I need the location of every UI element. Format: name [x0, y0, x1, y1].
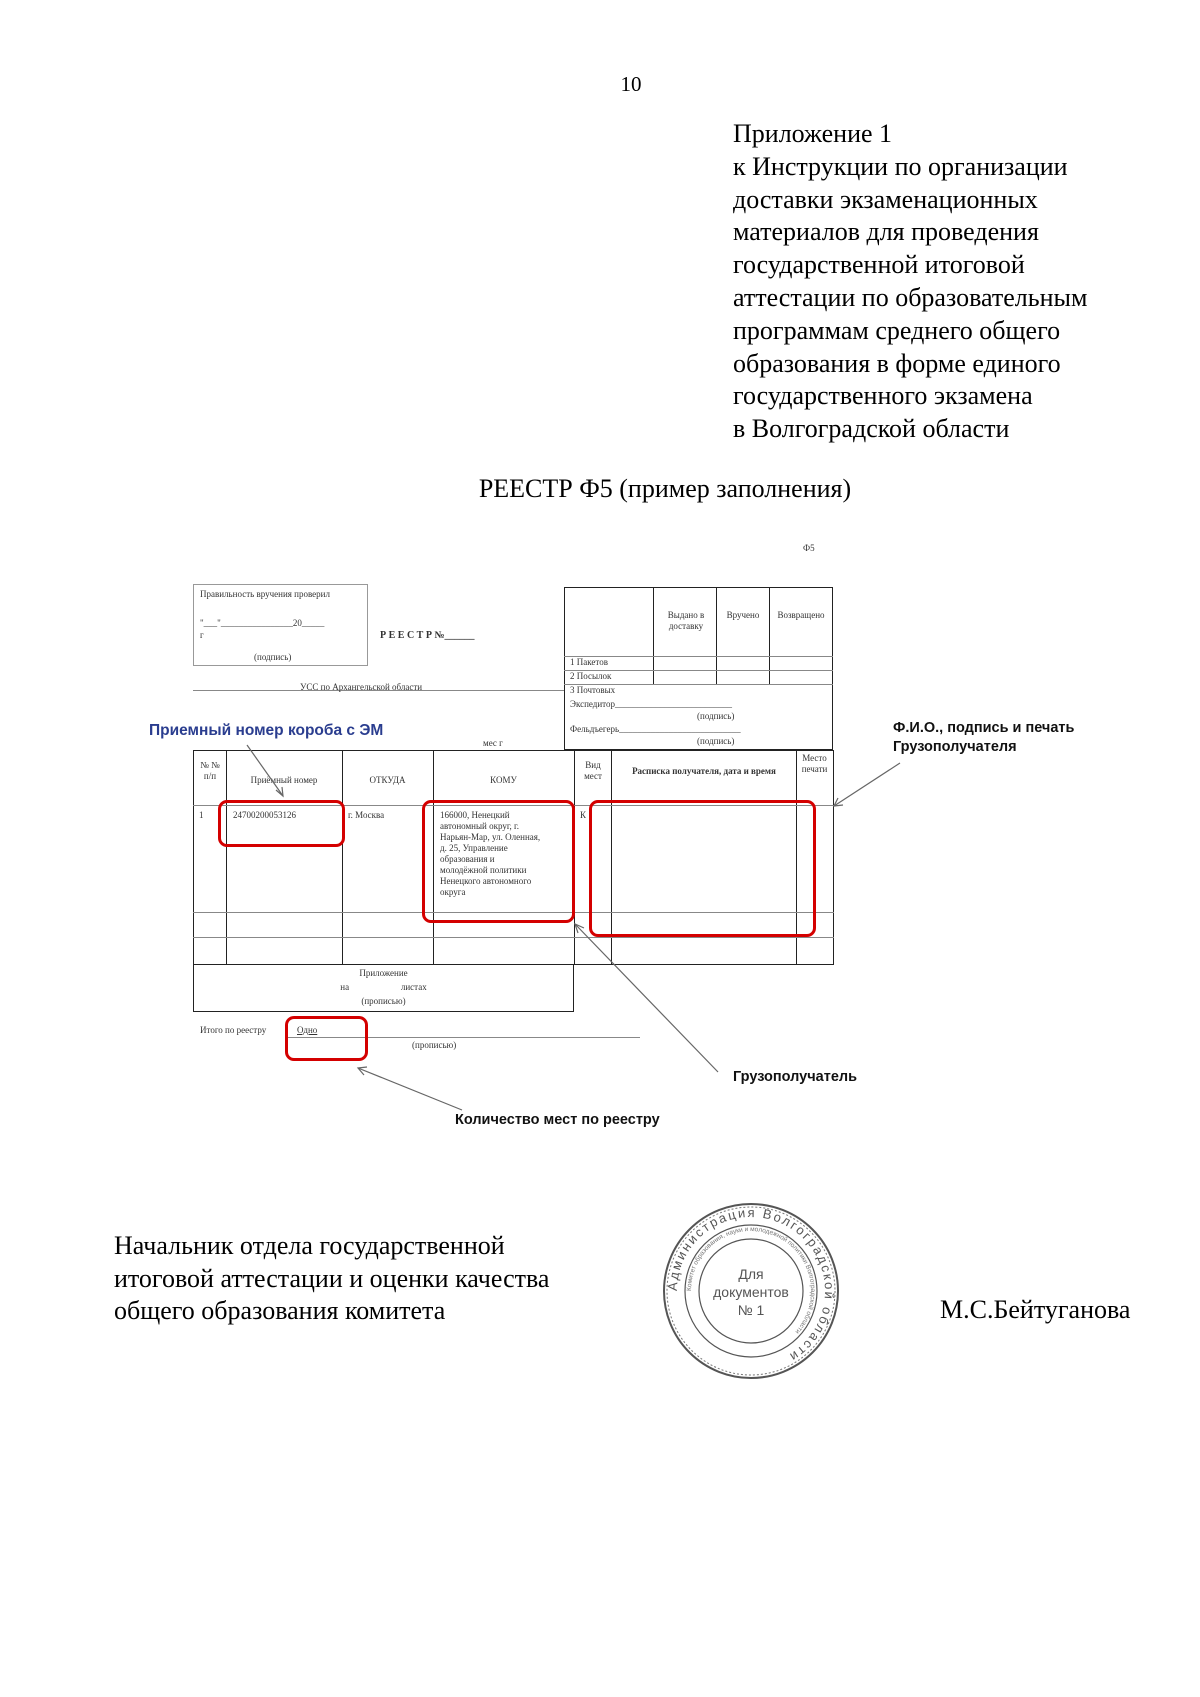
summary-header: Возвращено	[777, 610, 825, 620]
main-header: КОМУ	[490, 775, 517, 785]
attachment-line: Приложение	[359, 968, 408, 978]
summary-row: 2 Посылок	[570, 671, 612, 681]
appendix-line: государственного экзамена	[733, 381, 1033, 411]
address-line: 166000, Ненецкий	[440, 810, 510, 820]
registry-label: Р Е Е С Т Р №______	[380, 630, 475, 641]
attachment-line: на листах	[340, 982, 427, 992]
address-line: молодёжной политики	[440, 865, 527, 875]
main-header: ОТКУДА	[369, 775, 406, 785]
stamp-outer-text: Администрация Волгоградской области	[664, 1204, 838, 1366]
address-line: Нарьян-Мар, ул. Оленная,	[440, 832, 541, 842]
page-number: 10	[620, 72, 642, 96]
main-header: Приёмный номер	[250, 775, 318, 785]
form-code: Ф5	[803, 543, 815, 553]
appendix-line: образования в форме единого	[733, 348, 1061, 378]
position-line: Начальник отдела государственной	[114, 1231, 505, 1260]
stamp-graphic	[660, 1200, 842, 1382]
official-stamp	[660, 1200, 842, 1382]
date-line: мес г	[483, 738, 503, 748]
main-header: № № п/п	[200, 760, 220, 781]
from-city: г. Москва	[348, 810, 385, 820]
callout-box-number: Приемный номер короба с ЭМ	[149, 722, 384, 739]
stamp-center-line: документов	[713, 1284, 789, 1300]
address-line: автономный округ, г.	[440, 821, 519, 831]
appendix-line: к Инструкции по организации	[733, 151, 1068, 181]
courier-line: Фельдъегерь___________________________	[570, 724, 741, 734]
document-title: РЕЕСТР Ф5 (пример заполнения)	[478, 474, 852, 503]
receipt-number: 24700200053126	[233, 810, 296, 820]
appendix-line: в Волгоградской области	[733, 414, 1010, 444]
check-box-line: "___"________________20_____	[200, 618, 325, 628]
total-note: (прописью)	[412, 1040, 457, 1050]
main-header: Расписка получателя, дата и время	[632, 766, 776, 776]
summary-header: Выдано в доставку	[667, 610, 705, 631]
summary-row: 3 Почтовых	[570, 685, 616, 695]
arrow-line	[834, 763, 900, 806]
position-line: общего образования комитета	[114, 1296, 446, 1325]
address-line: образования и	[440, 854, 495, 864]
address-line: Ненецкого автономного	[440, 876, 532, 886]
address-line: д. 25, Управление	[440, 843, 508, 853]
stamp-center-line: № 1	[737, 1302, 765, 1318]
arrow-line	[575, 924, 718, 1072]
check-box-line: г	[200, 630, 204, 640]
appendix-line: Приложение 1	[733, 119, 893, 148]
stamp-inner-text: Комитет образования, науки и молодежной политики Волгоградской области	[685, 1225, 817, 1335]
appendix-line: государственной итоговой	[733, 250, 1025, 280]
summary-row: 1 Пакетов	[570, 657, 608, 667]
signature-position	[114, 1230, 549, 1328]
appendix-line: программам среднего общего	[733, 315, 1061, 345]
check-box-line: Правильность вручения проверил	[200, 589, 330, 599]
check-box-line: (подпись)	[254, 652, 292, 662]
arrow-line	[247, 745, 283, 796]
callout-line: Ф.И.О., подпись и печать	[893, 720, 1075, 736]
callout-recipient: Грузополучатель	[733, 1069, 858, 1085]
stamp-center-line: Для	[738, 1266, 764, 1282]
kind-of-place: К	[580, 810, 587, 820]
total-value: Одно	[297, 1025, 318, 1035]
attachment-line: (прописью)	[361, 996, 406, 1006]
appendix-line: доставки экзаменационных	[733, 184, 1038, 214]
main-header: Место печати	[801, 753, 828, 774]
signature-note: (подпись)	[697, 711, 735, 721]
appendix-line: материалов для проведения	[733, 217, 1039, 247]
callout-line: Грузополучателя	[893, 739, 1017, 755]
forwarder-line: Экспедитор__________________________	[570, 699, 732, 709]
row-number: 1	[199, 810, 204, 820]
address-line: округа	[440, 887, 466, 897]
summary-header: Вручено	[726, 610, 760, 620]
signature-note: (подпись)	[697, 736, 735, 746]
total-label: Итого по реестру	[200, 1025, 267, 1035]
arrow-line	[358, 1068, 462, 1110]
position-line: итоговой аттестации и оценки качества	[114, 1263, 550, 1293]
signer-name: М.С.Бейтуганова	[940, 1295, 1131, 1324]
callout-recipient-sign	[893, 719, 1074, 757]
sender-org: УСС по Архангельской области	[300, 682, 423, 692]
appendix-line: аттестации по образовательным	[733, 282, 1088, 312]
callout-places-count: Количество мест по реестру	[455, 1112, 660, 1128]
main-header: Вид мест	[584, 760, 602, 781]
